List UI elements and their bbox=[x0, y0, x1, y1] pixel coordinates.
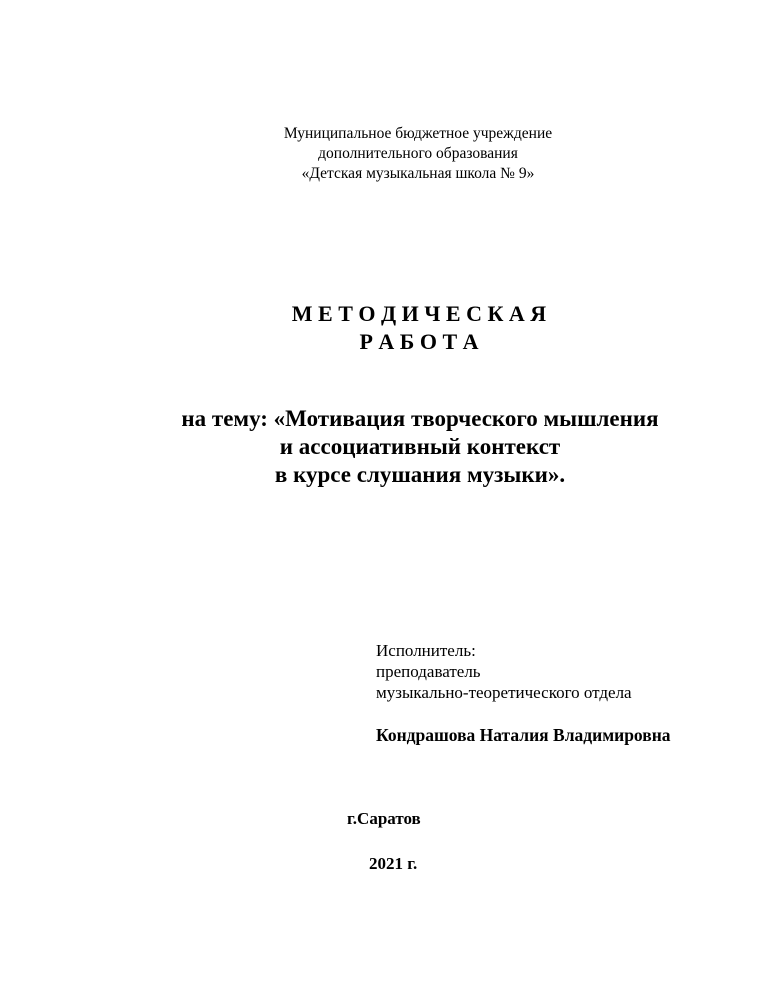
institution-block bbox=[0, 124, 768, 184]
topic-line-3: в курсе слушания музыки». bbox=[274, 462, 566, 487]
topic-line-1: на тему: «Мотивация творческого мышления bbox=[181, 406, 659, 431]
author-position: преподаватель bbox=[376, 662, 481, 681]
year: 2021 г. bbox=[369, 854, 418, 873]
institution-line-3: «Детская музыкальная школа № 9» bbox=[301, 165, 535, 182]
document-type-line-2: Р А Б О Т А bbox=[359, 329, 479, 354]
author-info bbox=[376, 640, 756, 703]
author-name: Кондрашова Наталия Владимировна bbox=[376, 725, 671, 745]
topic-line-2: и ассоциативный контекст bbox=[279, 434, 561, 459]
author-department: музыкально-теоретического отдела bbox=[376, 683, 632, 702]
document-type-title bbox=[0, 300, 768, 356]
topic-title bbox=[0, 405, 768, 489]
document-type-line-1: М Е Т О Д И Ч Е С К А Я bbox=[291, 301, 547, 326]
institution-line-1: Муниципальное бюджетное учреждение bbox=[283, 125, 553, 142]
institution-line-2: дополнительного образования bbox=[318, 145, 518, 162]
city: г.Саратов bbox=[347, 809, 421, 828]
author-role-label: Исполнитель: bbox=[376, 641, 476, 660]
